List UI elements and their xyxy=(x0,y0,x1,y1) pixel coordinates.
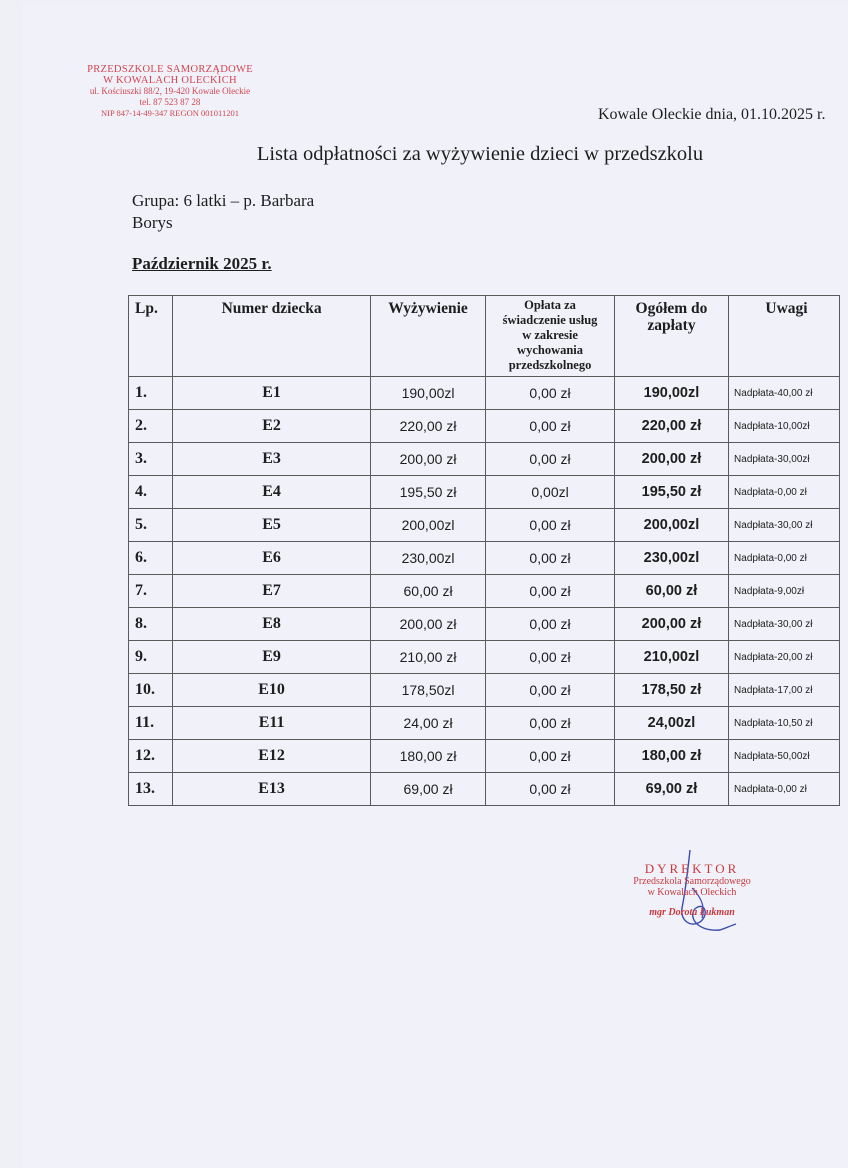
row-total: 200,00zl xyxy=(614,509,728,542)
row-lp: 6. xyxy=(129,542,173,575)
row-note: Nadpłata-30,00 zł xyxy=(729,608,840,641)
row-total: 220,00 zł xyxy=(614,410,728,443)
row-total: 69,00 zł xyxy=(614,773,728,806)
document-date: Kowale Oleckie dnia, 01.10.2025 r. xyxy=(598,106,826,123)
row-lp: 1. xyxy=(129,377,173,410)
row-total: 60,00 zł xyxy=(614,575,728,608)
header-fee-line: Opłata za xyxy=(524,298,576,312)
document-title: Lista odpłatności za wyżywienie dzieci w przedszkolu xyxy=(256,143,704,165)
row-child-number: E8 xyxy=(173,608,371,641)
header-total-line: Ogółem do xyxy=(635,300,708,317)
stamp-line: W KOWALACH OLECKICH xyxy=(103,75,237,86)
group-line: Borys xyxy=(132,213,173,232)
row-fee: 0,00 zł xyxy=(486,443,615,476)
row-total: 180,00 zł xyxy=(614,740,728,773)
header-fee-line: w zakresie xyxy=(522,328,578,342)
header-fee-line: świadczenie usług xyxy=(502,313,598,327)
stamp-line: PRZEDSZKOLE SAMORZĄDOWE xyxy=(87,64,253,75)
table-header-row xyxy=(129,296,840,377)
header-total-line: zapłaty xyxy=(647,317,696,334)
row-meals: 210,00 zł xyxy=(370,641,485,674)
header-fee-line: przedszkolnego xyxy=(508,358,592,372)
row-meals: 230,00zl xyxy=(370,542,485,575)
row-fee: 0,00zl xyxy=(486,476,615,509)
row-lp: 2. xyxy=(129,410,173,443)
row-note: Nadpłata-50,00zł xyxy=(729,740,840,773)
row-note: Nadpłata-20,00 zł xyxy=(729,641,840,674)
institution-stamp xyxy=(40,64,300,119)
table-row xyxy=(129,674,840,707)
row-note: Nadpłata-17,00 zł xyxy=(729,674,840,707)
row-note: Nadpłata-30,00 zł xyxy=(729,509,840,542)
table-row xyxy=(129,542,840,575)
row-fee: 0,00 zł xyxy=(486,773,615,806)
row-lp: 13. xyxy=(129,773,173,806)
row-total: 190,00zl xyxy=(614,377,728,410)
row-child-number: E6 xyxy=(173,542,371,575)
row-child-number: E2 xyxy=(173,410,371,443)
row-fee: 0,00 zł xyxy=(486,509,615,542)
row-child-number: E12 xyxy=(173,740,371,773)
row-child-number: E5 xyxy=(173,509,371,542)
row-meals: 200,00 zł xyxy=(370,608,485,641)
payments-table xyxy=(128,295,840,806)
row-fee: 0,00 zł xyxy=(486,410,615,443)
row-lp: 11. xyxy=(129,707,173,740)
row-fee: 0,00 zł xyxy=(486,674,615,707)
table-row xyxy=(129,476,840,509)
row-note: Nadpłata-0,00 zł xyxy=(729,773,840,806)
row-child-number: E13 xyxy=(173,773,371,806)
table-row xyxy=(129,773,840,806)
row-child-number: E3 xyxy=(173,443,371,476)
row-child-number: E9 xyxy=(173,641,371,674)
header-notes: Uwagi xyxy=(729,296,840,377)
row-total: 210,00zl xyxy=(614,641,728,674)
row-meals: 195,50 zł xyxy=(370,476,485,509)
row-meals: 178,50zl xyxy=(370,674,485,707)
row-fee: 0,00 zł xyxy=(486,542,615,575)
header-total xyxy=(614,296,728,377)
row-meals: 69,00 zł xyxy=(370,773,485,806)
header-lp: Lp. xyxy=(129,296,173,377)
row-fee: 0,00 zł xyxy=(486,740,615,773)
row-lp: 4. xyxy=(129,476,173,509)
group-line: Grupa: 6 latki – p. Barbara xyxy=(132,191,315,210)
stamp-line: NIP 847-14-49-347 REGON 001011201 xyxy=(101,108,239,118)
row-meals: 200,00 zł xyxy=(370,443,485,476)
row-fee: 0,00 zł xyxy=(486,377,615,410)
month-heading: Październik 2025 r. xyxy=(132,254,272,273)
row-fee: 0,00 zł xyxy=(486,641,615,674)
row-lp: 10. xyxy=(129,674,173,707)
row-note: Nadpłata-0,00 zł xyxy=(729,542,840,575)
director-line: Przedszkola Samorządowego xyxy=(633,876,751,887)
table-row xyxy=(129,443,840,476)
table-row xyxy=(129,575,840,608)
row-lp: 5. xyxy=(129,509,173,542)
row-fee: 0,00 zł xyxy=(486,707,615,740)
row-note: Nadpłata-10,00zł xyxy=(729,410,840,443)
header-fee-line: wychowania xyxy=(517,343,584,357)
row-total: 230,00zl xyxy=(614,542,728,575)
header-fee xyxy=(486,296,615,377)
row-total: 178,50 zł xyxy=(614,674,728,707)
row-meals: 24,00 zł xyxy=(370,707,485,740)
row-note: Nadpłata-30,00zł xyxy=(729,443,840,476)
row-total: 200,00 zł xyxy=(614,608,728,641)
row-child-number: E1 xyxy=(173,377,371,410)
row-child-number: E11 xyxy=(173,707,371,740)
row-fee: 0,00 zł xyxy=(486,575,615,608)
stamp-line: tel. 87 523 87 28 xyxy=(139,97,201,107)
row-total: 24,00zl xyxy=(614,707,728,740)
row-meals: 220,00 zł xyxy=(370,410,485,443)
director-title: DYREKTOR xyxy=(644,861,740,876)
director-stamp xyxy=(612,862,772,918)
table-row xyxy=(129,377,840,410)
row-meals: 180,00 zł xyxy=(370,740,485,773)
row-child-number: E7 xyxy=(173,575,371,608)
row-lp: 7. xyxy=(129,575,173,608)
row-lp: 12. xyxy=(129,740,173,773)
director-name: mgr Dorota Łukman xyxy=(649,907,735,918)
group-info xyxy=(132,190,314,234)
row-child-number: E10 xyxy=(173,674,371,707)
table-row xyxy=(129,509,840,542)
row-lp: 8. xyxy=(129,608,173,641)
row-meals: 190,00zl xyxy=(370,377,485,410)
row-meals: 60,00 zł xyxy=(370,575,485,608)
stamp-line: ul. Kościuszki 88/2, 19-420 Kowale Oleckie xyxy=(89,86,251,96)
header-child-number: Numer dziecka xyxy=(173,296,371,377)
row-note: Nadpłata-0,00 zł xyxy=(729,476,840,509)
table-row xyxy=(129,641,840,674)
row-fee: 0,00 zł xyxy=(486,608,615,641)
table-row xyxy=(129,608,840,641)
table-row xyxy=(129,707,840,740)
row-lp: 3. xyxy=(129,443,173,476)
table-row xyxy=(129,410,840,443)
row-total: 195,50 zł xyxy=(614,476,728,509)
row-total: 200,00 zł xyxy=(614,443,728,476)
row-child-number: E4 xyxy=(173,476,371,509)
table-row xyxy=(129,740,840,773)
row-note: Nadpłata-10,50 zł xyxy=(729,707,840,740)
row-note: Nadpłata-40,00 zł xyxy=(729,377,840,410)
header-meals: Wyżywienie xyxy=(370,296,485,377)
row-note: Nadpłata-9,00zł xyxy=(729,575,840,608)
director-line: w Kowalach Oleckich xyxy=(647,887,737,898)
row-lp: 9. xyxy=(129,641,173,674)
row-meals: 200,00zl xyxy=(370,509,485,542)
